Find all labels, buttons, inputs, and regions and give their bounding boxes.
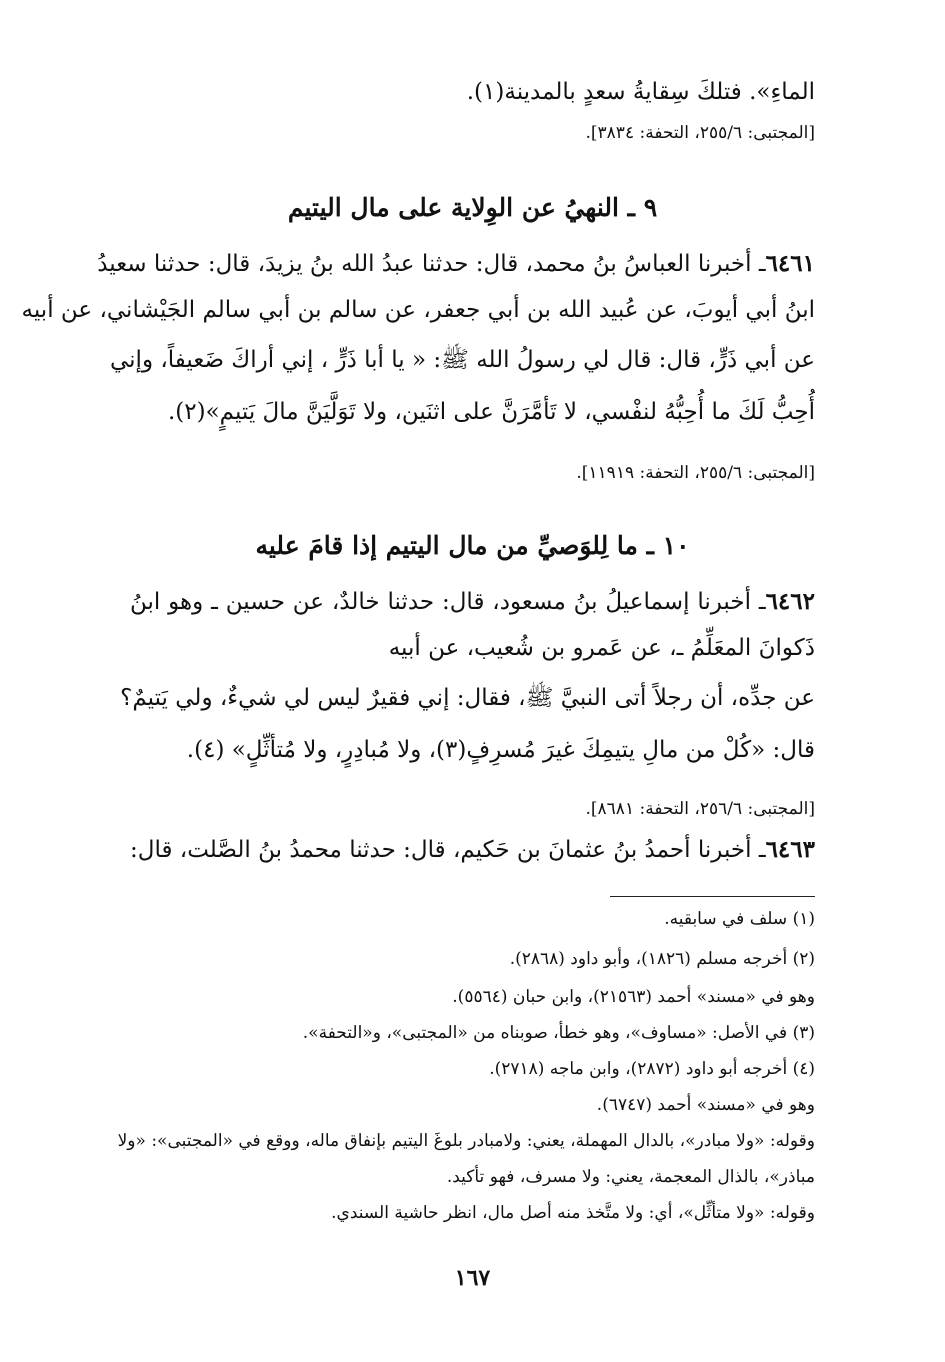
text-line: ذَكوانَ المعَلِّمُ ـ، عن عَمرو بن شُعيب، عن أبيه — [388, 635, 815, 661]
footnote-separator — [610, 896, 815, 897]
chapter-heading: ٩ ـ النهيُ عن الوِلاية على مال اليتيم — [287, 193, 658, 222]
hadith-number: ٦٤٦٣ — [765, 836, 815, 863]
text-segment: ـ أخبرنا أحمدُ بنُ عثمانَ بن حَكيم، قال: حدثنا محمدُ بنُ الصَّلت، قال: — [130, 837, 766, 863]
text-line: قال: «كُلْ من مالِ يتيمِكَ غيرَ مُسرِفٍ(٣)، ولا مُبادِرٍ، ولا مُتأثِّلٍ» (٤). — [186, 737, 815, 763]
footnote-line: (٣) في الأصل: «مساوف»، وهو خطأ، صوبناه من «المجتبى»، و«التحفة». — [302, 1023, 815, 1043]
text-line: أُحِبُّ لَكَ ما أُحِبُّهُ لنفْسي، لا تَأمَّرَنَّ على اثنَين، ولا تَوَلَّيَنَّ مالَ يَتيمٍ»(٢). — [167, 399, 815, 425]
text-segment: ـ أخبرنا العباسُ بنُ محمد، قال: حدثنا عبدُ الله بنُ يزيدَ، قال: حدثنا سعيدُ — [97, 251, 766, 277]
footnote-line: وهو في «مسند» أحمد (٦٧٤٧). — [596, 1095, 815, 1115]
hadith-first-line — [97, 244, 815, 284]
footnote-line: مباذر»، بالذال المعجمة، يعني: ولا مسرف، فهو تأكيد. — [446, 1167, 815, 1187]
hadith-number: ٦٤٦٢ — [765, 588, 815, 615]
text-line: عن أبي ذَرٍّ، قال: قال لي رسولُ الله ﷺ: « يا أبا ذَرٍّ ، إني أراكَ ضَعيفاً، وإني — [109, 347, 815, 373]
reference-line: [المجتبى: ٢٥٥/٦، التحفة: ١١٩١٩]. — [576, 463, 815, 483]
footnote-line: (٤) أخرجه أبو داود (٢٨٧٢)، وابن ماجه (٢٧١٨). — [489, 1059, 815, 1079]
hadith-first-line — [130, 830, 815, 870]
page-number: ١٦٧ — [454, 1265, 491, 1291]
hadith-first-line — [130, 582, 815, 622]
chapter-heading: ١٠ ـ ما لِلوَصيِّ من مال اليتيم إذا قامَ عليه — [255, 531, 690, 560]
text-line: عن جدِّه، أن رجلاً أتى النبيَّ ﷺ، فقال: إني فقيرٌ ليس لي شيءٌ، ولي يَتيمٌ؟ — [120, 685, 815, 711]
footnote-line: (٢) أخرجه مسلم (١٨٢٦)، وأبو داود (٢٨٦٨). — [509, 949, 815, 969]
footnote-line: (١) سلف في سابقيه. — [664, 909, 815, 929]
text-line: ابنُ أبي أيوبَ، عن عُبيد الله بن أبي جعفر، عن سالم بن أبي سالم الجَيْشاني، عن أبيه — [21, 297, 815, 323]
reference-line: [المجتبى: ٢٥٥/٦، التحفة: ٣٨٣٤]. — [585, 123, 815, 143]
hadith-number: ٦٤٦١ — [765, 250, 815, 277]
footnote-line: وقوله: «ولا مبادر»، بالدال المهملة، يعني: ولامبادر بلوغَ اليتيم بإنفاق ماله، ووقع في «المجتبى»: «ولا — [117, 1131, 815, 1151]
text-line: الماءِ». فتلكَ سِقايةُ سعدٍ بالمدينة(١). — [466, 79, 815, 105]
footnote-line: وقوله: «ولا متأثِّل»، أي: ولا متَّخذ منه أصل مال، انظر حاشية السندي. — [331, 1203, 815, 1223]
reference-line: [المجتبى: ٢٥٦/٦، التحفة: ٨٦٨١]. — [585, 799, 815, 819]
text-segment: ـ أخبرنا إسماعيلُ بنُ مسعود، قال: حدثنا خالدٌ، عن حسين ـ وهو ابنُ — [130, 589, 766, 615]
footnote-line: وهو في «مسند» أحمد (٢١٥٦٣)، وابن حبان (٥٥٦٤). — [452, 987, 815, 1007]
